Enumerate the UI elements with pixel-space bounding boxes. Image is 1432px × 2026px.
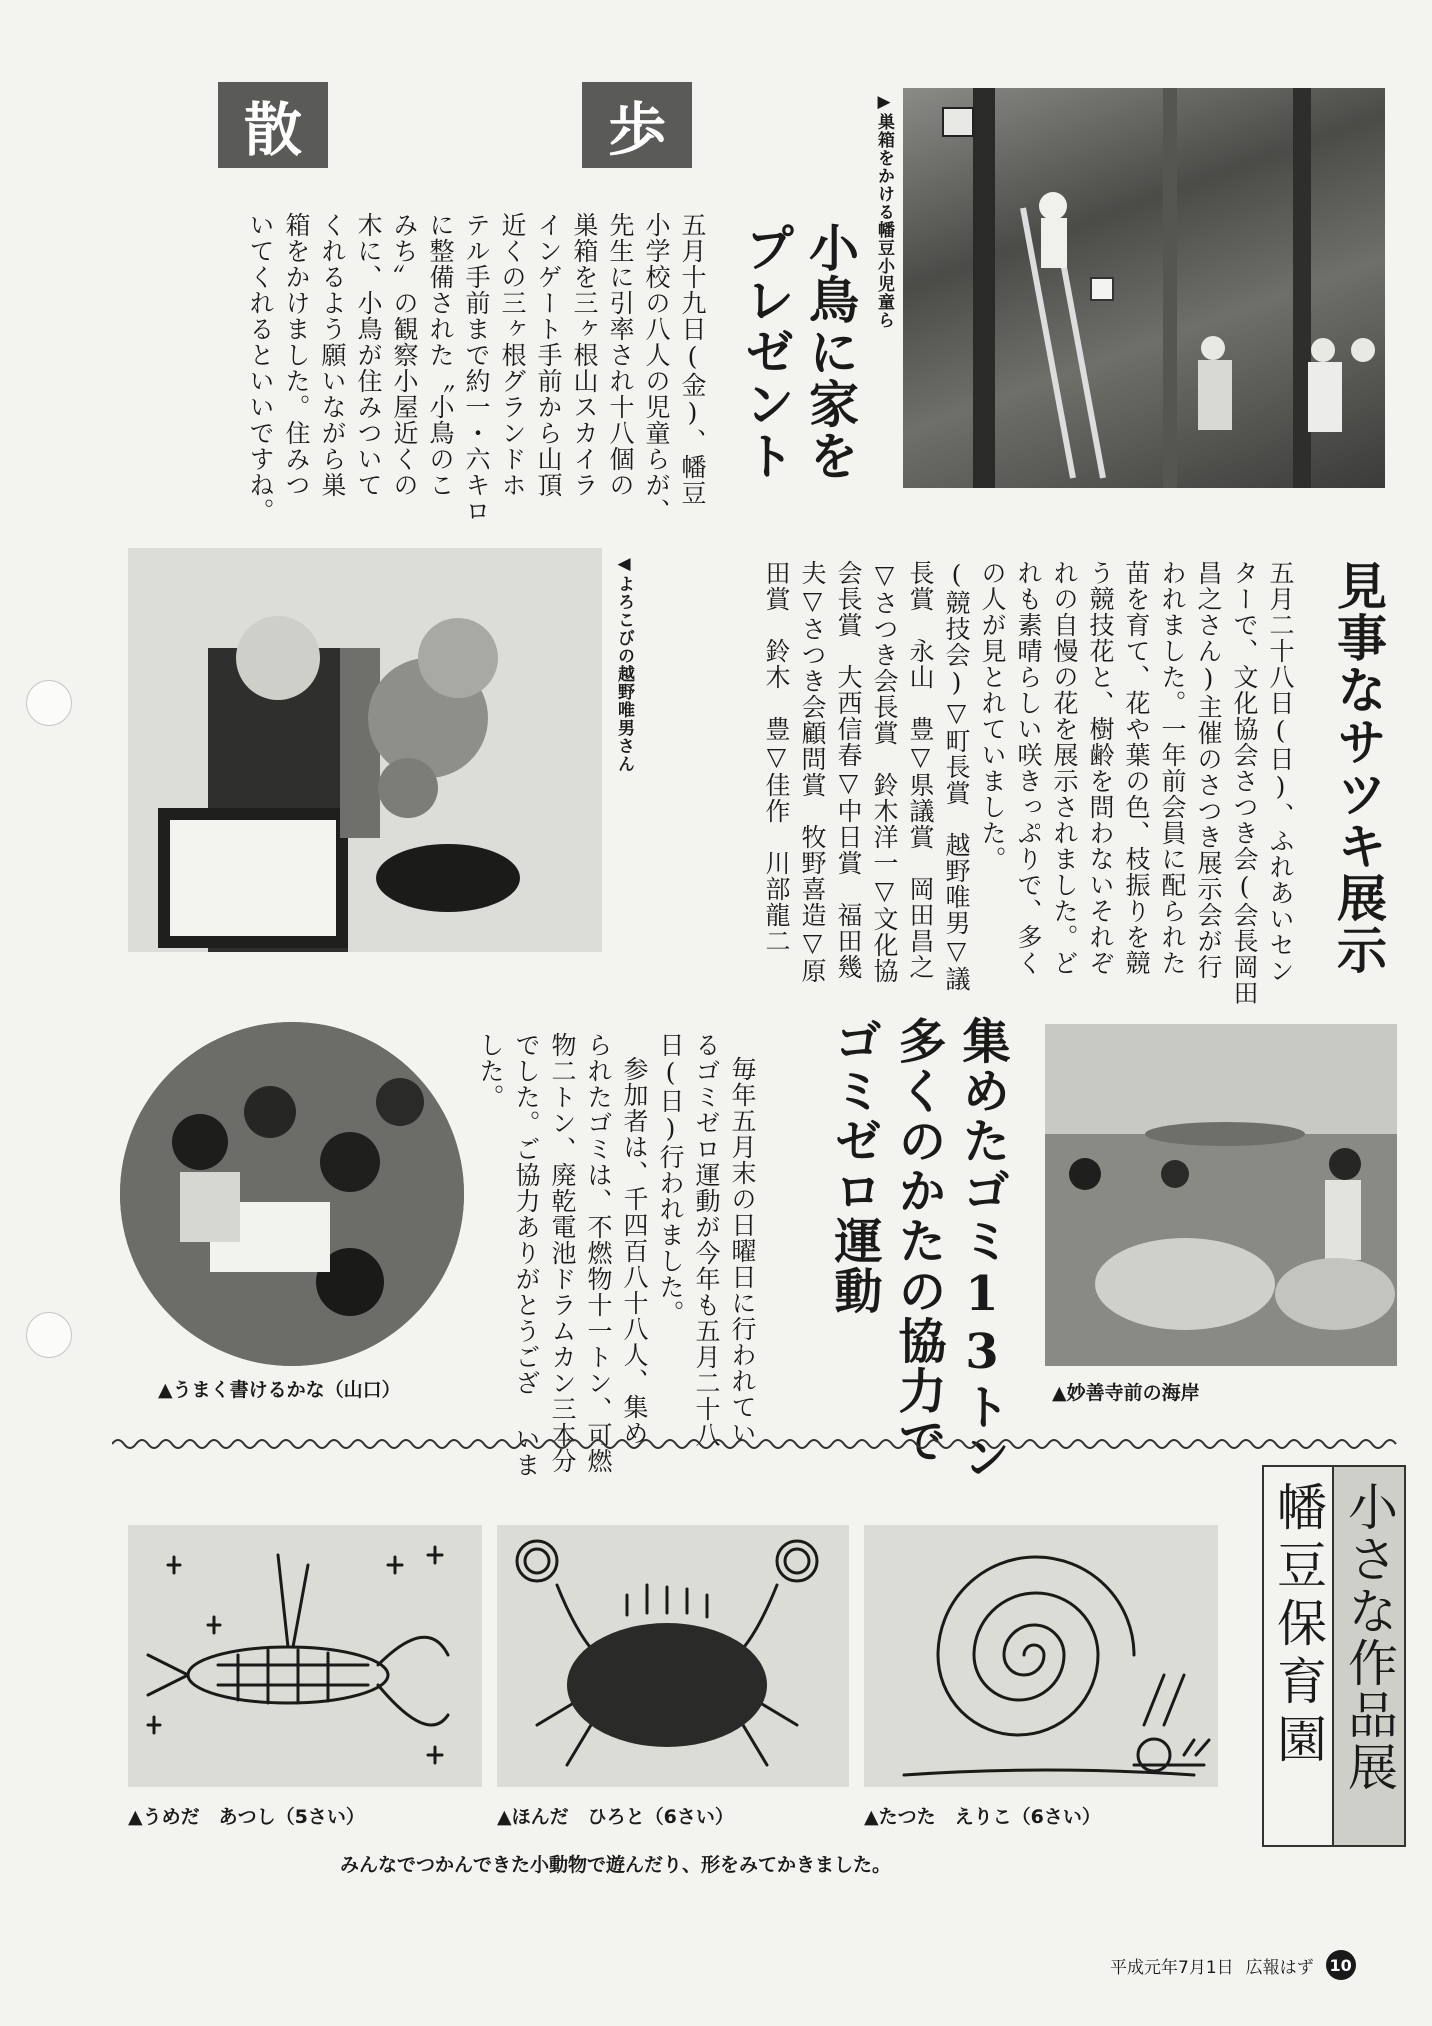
satsuki-body-line: 昌之さん)主催のさつき展示会が行 bbox=[1194, 560, 1223, 980]
section-title-right bbox=[582, 82, 692, 168]
footer-publication: 広報はず bbox=[1245, 1957, 1314, 1978]
bird-body-line: 小学校の八人の児童らが、 bbox=[642, 212, 671, 524]
gomi-photo-caption-left: ▲うまく書けるかな（山口） bbox=[158, 1379, 401, 1401]
gomi-body-line: 日(日)行われました。 bbox=[656, 1032, 685, 1326]
crab-drawing-icon bbox=[497, 1525, 849, 1787]
satsuki-body-line: ターで、文化協会さつき会(会長岡田 bbox=[1230, 560, 1259, 1006]
bird-headline-2: プレゼント bbox=[737, 222, 796, 482]
satsuki-photo-caption: ◀よろこびの越野唯男さん bbox=[614, 554, 634, 773]
satsuki-body-line: 田賞 鈴木 豊▽佳作 川部龍二 bbox=[762, 560, 791, 954]
footer-date: 平成元年7月1日 bbox=[1110, 1957, 1234, 1978]
gomi-body-line: るゴミゼロ運動が今年も五月二十八 bbox=[692, 1032, 721, 1448]
satsuki-body-line: ▽さつき会長賞 鈴木洋一▽文化協 bbox=[870, 560, 899, 984]
bird-body-line: 箱をかけました。住みつ bbox=[282, 212, 311, 498]
bird-body-line: いてくれるといいですね。 bbox=[246, 212, 275, 524]
satsuki-body-line: われました。一年前会員に配られた bbox=[1158, 560, 1187, 976]
satsuki-body bbox=[758, 560, 1298, 1006]
drawing-caption-2: ▲ほんだ ひろと（6さい） bbox=[497, 1806, 734, 1828]
satsuki-body-line: う競技花と、樹齢を問わないそれぞ bbox=[1086, 560, 1115, 976]
hoikuen-title-main-col bbox=[1334, 1467, 1404, 1845]
section-divider bbox=[112, 1436, 1402, 1452]
gomi-body-line: 毎年五月末の日曜日に行われてい bbox=[728, 1056, 757, 1446]
satsuki-body-line: の人が見とれていました。 bbox=[978, 560, 1007, 872]
gomi-body-line: した。 bbox=[476, 1032, 505, 1110]
gomi-headline-1: 集めたゴミ13トン bbox=[954, 1016, 1010, 1482]
satsuki-body-line: 会長賞 大西信春▽中日賞 福田幾 bbox=[834, 560, 863, 980]
hoikuen-title-main: 小さな作品展 bbox=[1340, 1481, 1398, 1793]
gomi-body bbox=[472, 1032, 760, 1478]
gomi-body-line: 参加者は、千四百八十八人、集め bbox=[620, 1056, 649, 1446]
lobster-drawing-icon bbox=[128, 1525, 482, 1787]
gomi-headline-2: 多くのかたの協力で bbox=[890, 1016, 946, 1466]
hoikuen-title-sub-col bbox=[1264, 1467, 1334, 1845]
hoikuen-title-box bbox=[1262, 1465, 1406, 1847]
binder-hole-top bbox=[26, 680, 72, 726]
bird-body-line: 木に、小鳥が住みついて bbox=[354, 212, 383, 498]
gomi-photo-caption-right: ▲妙善寺前の海岸 bbox=[1052, 1382, 1200, 1404]
section-title-left bbox=[218, 82, 328, 168]
hoikuen-title-sub: 幡豆保育園 bbox=[1269, 1481, 1327, 1771]
satsuki-body-line: れも素晴らしい咲きっぷりで、多く bbox=[1014, 560, 1043, 976]
satsuki-body-line: 夫▽さつき会顧問賞 牧野喜造▽原 bbox=[798, 560, 827, 984]
hoikuen-note: みんなでつかんできた小動物で遊んだり、形をみてかきました。 bbox=[340, 1854, 892, 1876]
drawing-crab bbox=[497, 1525, 849, 1787]
section-title-right-text: 歩 bbox=[607, 96, 666, 164]
binder-hole-bottom bbox=[26, 1312, 72, 1358]
bird-headline-1: 小鳥に家を bbox=[801, 222, 860, 482]
bird-body-line: 近くの三ヶ根グランドホ bbox=[498, 212, 527, 498]
satsuki-body-line: 長賞 永山 豊▽県議賞 岡田昌之 bbox=[906, 560, 935, 980]
satsuki-body-line: 五月二十八日(日)、ふれあいセン bbox=[1266, 560, 1295, 984]
drawing-snail bbox=[864, 1525, 1218, 1787]
section-title-left-text: 散 bbox=[243, 96, 302, 164]
bird-body-line: に整備された〝小鳥のこ bbox=[426, 212, 455, 498]
bird-body-line: 先生に引率され十八個の bbox=[606, 212, 635, 498]
gomi-body-line: 物二トン、廃乾電池ドラムカン三本分 bbox=[548, 1032, 577, 1474]
drawing-caption-3: ▲たつた えりこ（6さい） bbox=[864, 1806, 1101, 1828]
bird-photo-caption: ▶巣箱をかける幡豆小児童ら bbox=[874, 92, 894, 329]
bird-body-line: 巣箱を三ヶ根山スカイラ bbox=[570, 212, 599, 498]
page-number: 10 bbox=[1329, 1955, 1352, 1975]
drawing-lobster bbox=[128, 1525, 482, 1787]
bird-photo-illustration bbox=[903, 88, 1385, 488]
satsuki-photo-illustration bbox=[128, 548, 602, 952]
gomi-photo-circle-illustration bbox=[120, 1022, 464, 1366]
satsuki-photo bbox=[128, 548, 602, 952]
bird-body-line: テル手前まで約一・六キロ bbox=[462, 212, 491, 524]
bird-body-line: くれるよう願いながら巣 bbox=[318, 212, 347, 498]
satsuki-body-line: (競技会)▽町長賞 越野唯男▽議 bbox=[942, 560, 971, 992]
bird-body bbox=[242, 212, 710, 524]
page-number-badge bbox=[1326, 1950, 1356, 1980]
bird-photo bbox=[903, 88, 1385, 488]
footer bbox=[1110, 1950, 1356, 1980]
gomi-body-line: でした。ご協力ありがとうござ いま bbox=[512, 1032, 541, 1478]
gomi-photo-beach bbox=[1045, 1024, 1397, 1366]
gomi-photo-circle bbox=[120, 1022, 464, 1366]
snail-drawing-icon bbox=[864, 1525, 1218, 1787]
gomi-photo-beach-illustration bbox=[1045, 1024, 1397, 1366]
bird-body-line: インゲート手前から山頂 bbox=[534, 212, 563, 498]
gomi-body-line: られたゴミは、不燃物十一トン、可燃 bbox=[584, 1032, 613, 1474]
drawing-caption-1: ▲うめだ あつし（5さい） bbox=[128, 1806, 365, 1828]
satsuki-headline: 見事なサツキ展示 bbox=[1329, 560, 1388, 976]
satsuki-body-line: 苗を育て、花や葉の色、枝振りを競 bbox=[1122, 560, 1151, 976]
bird-body-line: 五月十九日(金)、幡豆 bbox=[678, 212, 707, 506]
satsuki-body-line: れの自慢の花を展示されました。ど bbox=[1050, 560, 1079, 976]
bird-body-line: みち〟の観察小屋近くの bbox=[390, 212, 419, 498]
gomi-headline-3: ゴミゼロ運動 bbox=[826, 1016, 882, 1316]
